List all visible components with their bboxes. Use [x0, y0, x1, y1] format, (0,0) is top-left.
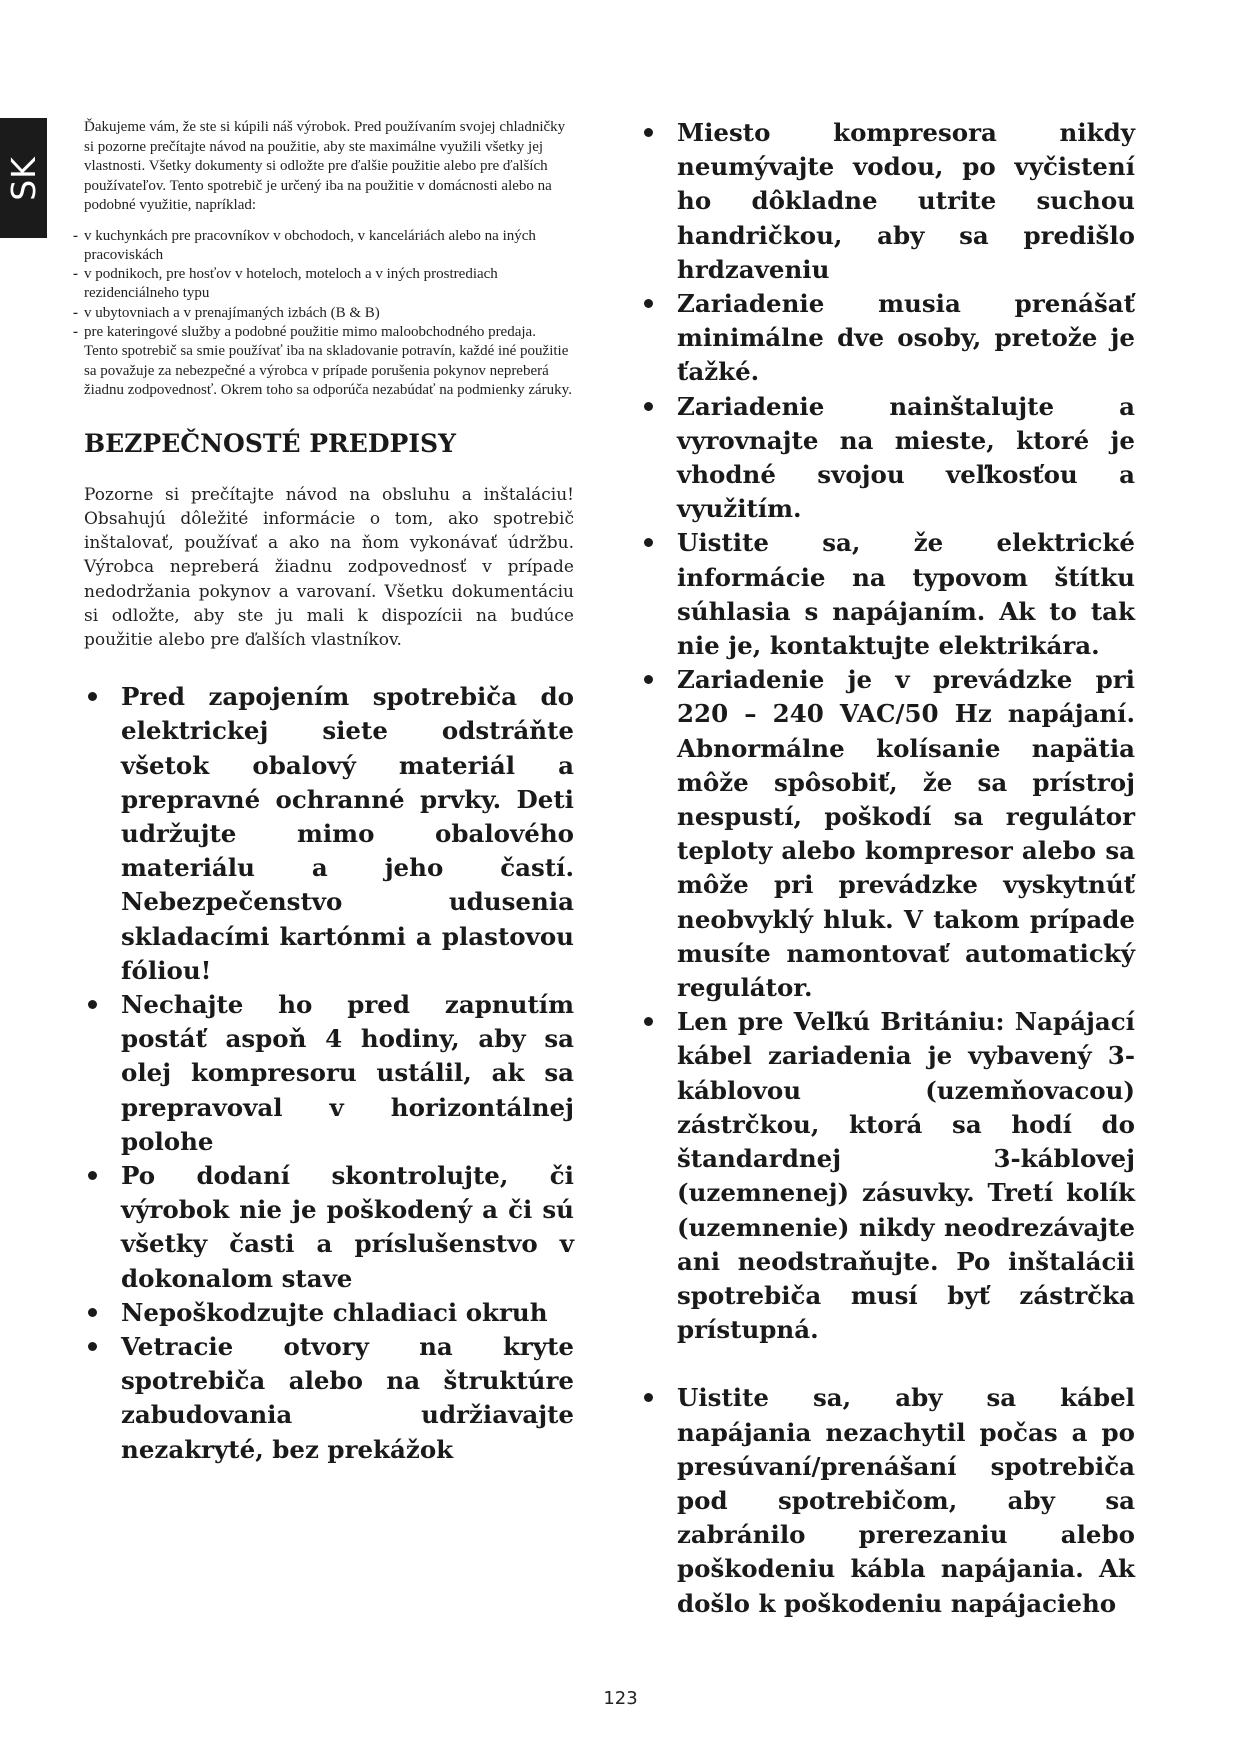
dash-icon: -	[73, 227, 78, 244]
list-item: - pre kateringové služby a podobné použitie mimo maloobchodného predaja.	[84, 323, 574, 342]
bullet-item: Miesto kompresora nikdy neumývajte vodou, po vyčistení ho dôkladne utrite suchou handričkou, aby sa predišlo hrdzaveniu	[640, 116, 1135, 287]
list-item: - v kuchynkách pre pracovníkov v obchodoch, v kanceláriách alebo na iných pracoviskách	[73, 227, 536, 263]
list-item: - v podnikoch, pre hosťov v hoteloch, moteloch a v iných prostrediach rezidenciálneho typu	[73, 266, 498, 302]
bullet-item: Nechajte ho pred zapnutím postáť aspoň 4 hodiny, aby sa olej kompresoru ustálil, ak sa prepravoval v horizontálnej polohe	[84, 988, 574, 1159]
bullet-item: Uistite sa, že elektrické informácie na typovom štítku súhlasia s napájaním. Ak to tak nie je, kontaktujte elektrikára.	[640, 526, 1135, 663]
left-bullet-list	[84, 680, 574, 1467]
safety-paragraph: Pozorne si prečítajte návod na obsluhu a inštaláciu! Obsahujú dôležité informácie o tom, ako spotrebič inštalovať, používať a ako na ňom vykonávať údržbu. Výrobca nepreberá žiadnu zodpovednosť v prípade nedodržania pokynov a varovaní. Všetku dokumentáciu si odložte, aby ste ju mali k dispozícii na budúce použitie alebo pre ďalších vlastníkov.	[84, 484, 574, 650]
bullet-item: Len pre Veľkú Britániu: Napájací kábel zariadenia je vybavený 3-káblovou (uzemňovacou) zástrčkou, ktorá sa hodí do štandardnej 3-káblovej (uzemnenej) zásuvky. Tretí kolík (uzemnenie) nikdy neodrezávajte ani neodstraňujte. Po inštalácii spotrebiča musí byť zástrčka prístupná.	[640, 1005, 1135, 1347]
bullet-icon	[88, 1308, 97, 1317]
bullet-icon	[644, 402, 653, 411]
dash-icon: -	[73, 304, 78, 321]
bullet-item: Zariadenie je v prevádzke pri 220 – 240 VAC/50 Hz napájaní. Abnormálne kolísanie napätia môže spôsobiť, že sa prístroj nespustí, poškodí sa regulátor teploty alebo kompresor alebo sa môže pri prevádzke vyskytnúť neobvyklý hluk. V takom prípade musíte namontovať automatický regulátor.	[640, 663, 1135, 1005]
section-heading: BEZPEČNOSTÉ PREDPISY	[84, 428, 456, 458]
bullet-item: Nepoškodzujte chladiaci okruh	[84, 1296, 574, 1330]
bullet-icon	[644, 128, 653, 137]
dash-icon: -	[73, 323, 78, 340]
language-code: SK	[4, 155, 43, 201]
bullet-item: Po dodaní skontrolujte, či výrobok nie je poškodený a či sú všetky časti a príslušenstvo v dokonalom stave	[84, 1159, 574, 1296]
language-tab	[0, 118, 47, 238]
bullet-icon	[644, 675, 653, 684]
intro-section	[73, 118, 574, 401]
bullet-item: Uistite sa, aby sa kábel napájania nezachytil počas a po presúvaní/prenášaní spotrebiča pod spotrebičom, aby sa zabránilo prerezaniu alebo poškodeniu kábla napájania. Ak došlo k poškodeniu napájacieho	[640, 1381, 1135, 1620]
bullet-item: Pred zapojením spotrebiča do elektrickej siete odstráňte všetok obalový materiál a prepravné ochranné prvky. Deti udržujte mimo obalového materiálu a jeho častí. Nebezpečenstvo udusenia skladacími kartónmi a plastovou fóliou!	[84, 680, 574, 988]
right-column	[640, 118, 1135, 1621]
left-column	[73, 118, 574, 1467]
bullet-icon	[88, 1171, 97, 1180]
bullet-icon	[88, 692, 97, 701]
bullet-item: Zariadenie musia prenášať minimálne dve osoby, pretože je ťažké.	[640, 287, 1135, 390]
dash-icon: -	[73, 266, 78, 283]
bullet-icon	[644, 1017, 653, 1026]
bullet-item: Zariadenie nainštalujte a vyrovnajte na mieste, ktoré je vhodné svojou veľkosťou a využitím.	[640, 390, 1135, 527]
bullet-icon	[644, 538, 653, 547]
page-number: 123	[603, 1688, 638, 1709]
bullet-icon	[644, 1393, 653, 1402]
intro-paragraph: Ďakujeme vám, že ste si kúpili náš výrobok. Pred používaním svojej chladničky si pozorne prečítajte návod na použitie, aby ste maximálne využili všetky jej vlastnosti. Všetky dokumenty si odložte pre ďalšie použitie alebo pre ďalších používateľov. Tento spotrebič je určený iba na použitie v domácnosti alebo na podobné využitie, napríklad:	[84, 119, 566, 213]
bullet-icon	[88, 1000, 97, 1009]
bullet-item: Vetracie otvory na kryte spotrebiča alebo na štruktúre zabudovania udržiavajte nezakryté, bez prekážok	[84, 1330, 574, 1467]
list-item: - v ubytovniach a v prenajímaných izbách (B & B)	[84, 304, 574, 323]
bullet-icon	[88, 1342, 97, 1351]
bullet-icon	[644, 299, 653, 308]
right-bullet-list	[640, 116, 1135, 1621]
intro-paragraph-2: Tento spotrebič sa smie používať iba na skladovanie potravín, každé iné použitie sa považuje za nebezpečné a výrobca v prípade porušenia pokynov nepreberá žiadnu zodpovednosť. Okrem toho sa odporúča nezabúdať na podmienky záruky.	[84, 343, 572, 399]
usage-list	[73, 227, 574, 343]
